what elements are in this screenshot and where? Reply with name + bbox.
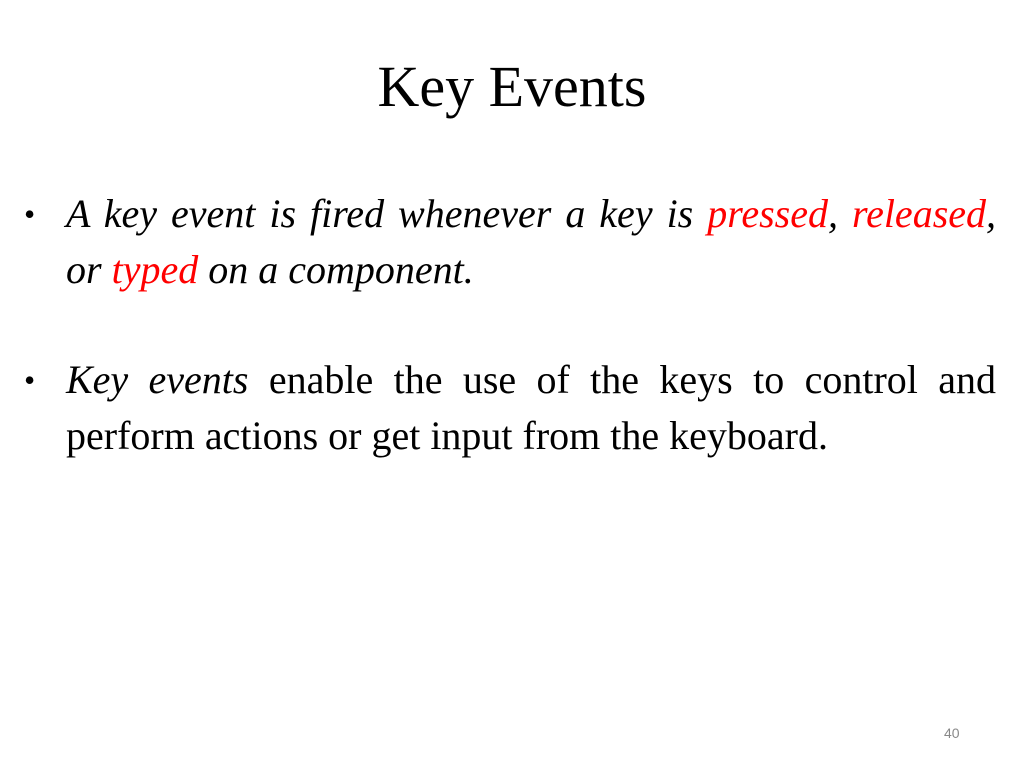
space [838, 191, 852, 236]
bullet-icon: • [24, 362, 36, 398]
highlight-typed: typed [111, 247, 199, 292]
bullet-item-key-event-fired [24, 186, 997, 298]
highlight-released: released [851, 191, 987, 236]
emphasis-key-events: Key events [66, 357, 249, 402]
bullet-text [66, 191, 996, 292]
bullet-text-intro: A key event is fired whenever a key is [66, 191, 708, 236]
bullet-icon: • [24, 196, 36, 232]
bullet-list [0, 186, 1024, 464]
bullet-text-outro: on a component. [198, 247, 474, 292]
page-number: 40 [944, 725, 960, 741]
bullet-text [66, 357, 996, 458]
slide-title: Key Events [377, 54, 647, 119]
bullet-item-key-events-enable [24, 352, 996, 464]
comma: , [827, 191, 838, 236]
bullet-text-or: , or [66, 191, 997, 292]
bullet-text-rest: enable the use of the keys to control and perform actions or get input from the keyboard. [66, 357, 996, 458]
highlight-pressed: pressed [707, 191, 828, 236]
